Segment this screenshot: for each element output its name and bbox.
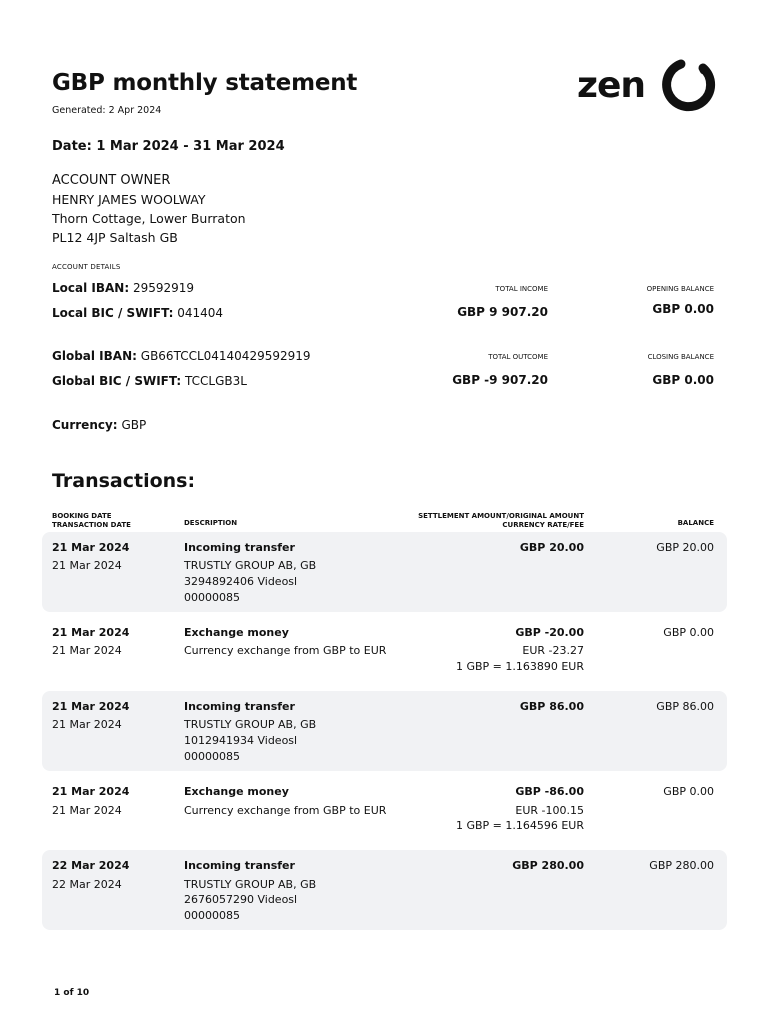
transaction-type: Exchange money	[184, 626, 289, 639]
col-amount: SETTLEMENT AMOUNT/ORIGINAL AMOUNT	[418, 512, 584, 520]
transaction-date: 22 Mar 2024	[52, 878, 122, 891]
owner-address-line2: PL12 4JP Saltash GB	[52, 230, 178, 245]
col-rate: CURRENCY RATE/FEE	[502, 521, 584, 529]
local-bic-label: Local BIC / SWIFT:	[52, 306, 174, 320]
col-description: DESCRIPTION	[184, 519, 238, 527]
transaction-type: Incoming transfer	[184, 541, 295, 554]
original-amount: EUR -100.15	[515, 804, 584, 817]
col-header-amount	[384, 512, 584, 530]
balance-amount: GBP 280.00	[649, 859, 714, 872]
local-iban-row	[52, 281, 194, 295]
total-outcome-value: GBP -9 907.20	[452, 373, 548, 387]
booking-date: 21 Mar 2024	[52, 541, 130, 554]
global-bic-value: TCCLGB3L	[185, 374, 247, 388]
description-line: 00000085	[184, 591, 240, 604]
transaction-row	[42, 532, 727, 612]
closing-balance-label: CLOSING BALANCE	[647, 353, 714, 361]
transaction-type: Exchange money	[184, 785, 289, 798]
transaction-row	[42, 776, 727, 846]
booking-date: 21 Mar 2024	[52, 626, 130, 639]
total-income-value: GBP 9 907.20	[457, 305, 548, 319]
owner-address-line1: Thorn Cottage, Lower Burraton	[52, 211, 246, 226]
col-balance: BALANCE	[677, 519, 714, 527]
transaction-date: 21 Mar 2024	[52, 718, 122, 731]
transactions-heading: Transactions:	[52, 470, 196, 492]
description-line: 00000085	[184, 750, 240, 763]
settlement-amount: GBP 280.00	[512, 859, 584, 872]
settlement-amount: GBP 86.00	[519, 700, 584, 713]
description-line: Currency exchange from GBP to EUR	[184, 644, 387, 657]
description-line: 3294892406 Videosl	[184, 575, 298, 588]
owner-name: HENRY JAMES WOOLWAY	[52, 192, 206, 207]
global-iban-row	[52, 349, 311, 363]
transaction-row	[42, 850, 727, 930]
description-line: 2676057290 Videosl	[184, 893, 298, 906]
settlement-amount: GBP 20.00	[519, 541, 584, 554]
description-line: 1012941934 Videosl	[184, 734, 298, 747]
booking-date: 21 Mar 2024	[52, 785, 130, 798]
settlement-amount: GBP -86.00	[515, 785, 584, 798]
transaction-row	[42, 691, 727, 771]
currency-rate: 1 GBP = 1.164596 EUR	[455, 819, 584, 832]
col-transaction-date: TRANSACTION DATE	[52, 521, 131, 529]
global-bic-row	[52, 374, 247, 388]
global-iban-value: GB66TCCL04140429592919	[140, 349, 311, 363]
global-iban-label: Global IBAN:	[52, 349, 137, 363]
local-iban-value: 29592919	[132, 281, 195, 295]
zen-logo-icon	[659, 58, 717, 114]
balance-amount: GBP 86.00	[656, 700, 714, 713]
description-line: 00000085	[184, 909, 240, 922]
col-booking-date: BOOKING DATE	[52, 512, 112, 520]
page-title: GBP monthly statement	[52, 70, 358, 96]
generated-date: Generated: 2 Apr 2024	[52, 105, 162, 116]
transaction-date: 21 Mar 2024	[52, 804, 122, 817]
balance-amount: GBP 0.00	[663, 785, 714, 798]
original-amount: EUR -23.27	[522, 644, 584, 657]
currency-rate: 1 GBP = 1.163890 EUR	[455, 660, 584, 673]
local-bic-row	[52, 306, 223, 320]
description-line: TRUSTLY GROUP AB, GB	[184, 559, 317, 572]
transaction-date: 21 Mar 2024	[52, 644, 122, 657]
zen-logo	[577, 58, 719, 114]
page-number: 1 of 10	[54, 988, 90, 998]
description-line: Currency exchange from GBP to EUR	[184, 804, 387, 817]
booking-date: 21 Mar 2024	[52, 700, 130, 713]
account-details-heading: ACCOUNT DETAILS	[52, 263, 121, 271]
currency-label: Currency:	[52, 418, 118, 432]
local-bic-value: 041404	[177, 306, 224, 320]
closing-balance-value: GBP 0.00	[652, 373, 714, 387]
transaction-type: Incoming transfer	[184, 859, 295, 872]
global-bic-label: Global BIC / SWIFT:	[52, 374, 182, 388]
balance-amount: GBP 20.00	[656, 541, 714, 554]
transaction-row	[42, 617, 727, 687]
local-iban-label: Local IBAN:	[52, 281, 130, 295]
transaction-date: 21 Mar 2024	[52, 559, 122, 572]
currency-row	[52, 418, 146, 432]
account-owner-heading: ACCOUNT OWNER	[52, 173, 171, 188]
col-header-dates	[52, 512, 131, 530]
statement-period: Date: 1 Mar 2024 - 31 Mar 2024	[52, 139, 285, 154]
transaction-type: Incoming transfer	[184, 700, 295, 713]
description-line: TRUSTLY GROUP AB, GB	[184, 878, 317, 891]
balance-amount: GBP 0.00	[663, 626, 714, 639]
description-line: TRUSTLY GROUP AB, GB	[184, 718, 317, 731]
total-outcome-label: TOTAL OUTCOME	[488, 353, 548, 361]
opening-balance-value: GBP 0.00	[652, 302, 714, 316]
booking-date: 22 Mar 2024	[52, 859, 130, 872]
total-income-label: TOTAL INCOME	[495, 285, 548, 293]
logo-text: zen	[577, 65, 645, 106]
currency-value: GBP	[121, 418, 147, 432]
opening-balance-label: OPENING BALANCE	[646, 285, 714, 293]
settlement-amount: GBP -20.00	[515, 626, 584, 639]
